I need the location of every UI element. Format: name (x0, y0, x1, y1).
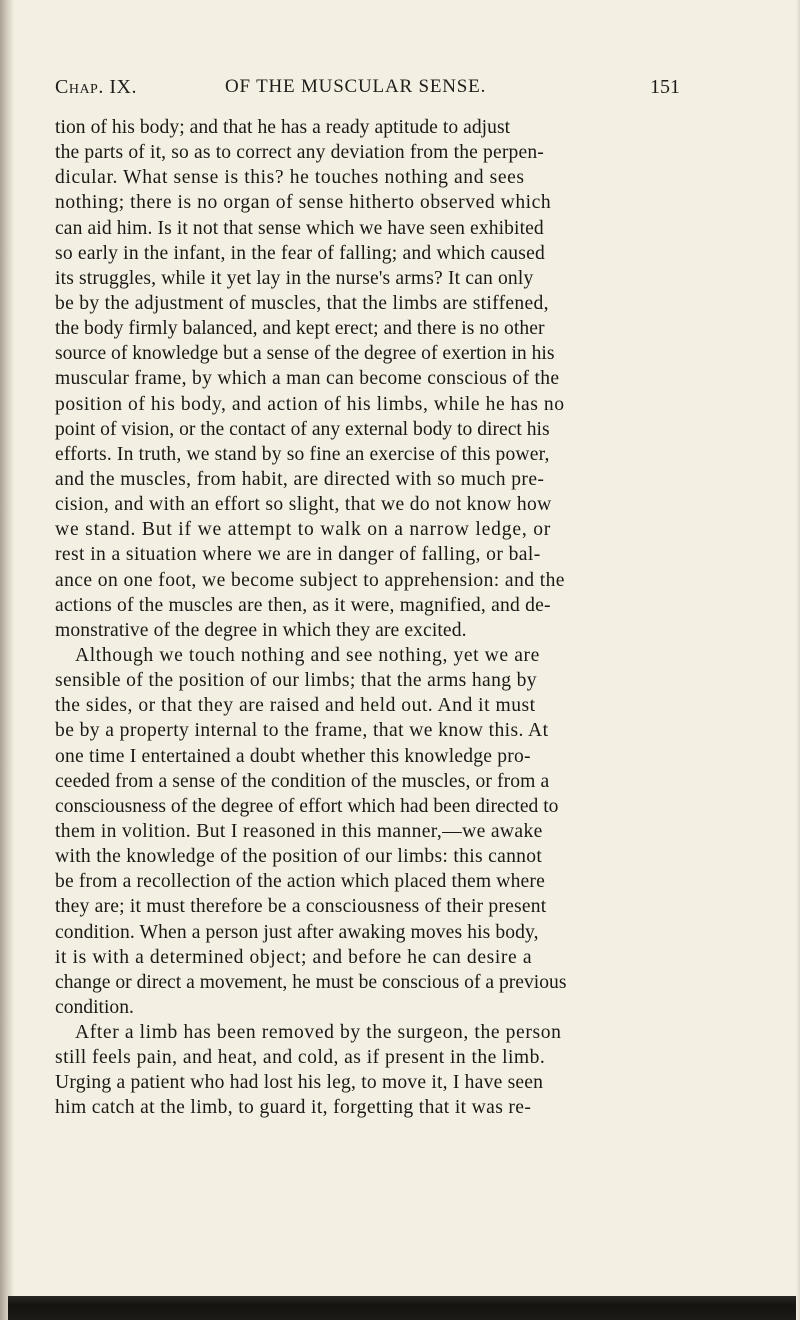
text-line: consciousness of the degree of effort which had been directed to (55, 795, 559, 817)
chapter-label: Chap. IX. (55, 76, 137, 98)
running-head (55, 76, 680, 106)
body-text (55, 115, 685, 1121)
text-line: condition. When a person just after awaking moves his body, (55, 921, 539, 943)
text-line: Urging a patient who had lost his leg, to move it, I have seen (55, 1072, 544, 1094)
page-number: 151 (650, 76, 680, 98)
text-line: one time I entertained a doubt whether this knowledge pro- (55, 745, 531, 767)
text-line: dicular. What sense is this? he touches nothing and sees (55, 167, 525, 189)
page-edge-shadow (796, 0, 800, 1320)
text-line: sensible of the position of our limbs; that the arms hang by (55, 670, 537, 692)
running-title: OF THE MUSCULAR SENSE. (225, 76, 487, 97)
text-line: him catch at the limb, to guard it, forgetting that it was re- (55, 1097, 532, 1119)
text-line: muscular frame, by which a man can become conscious of the (55, 368, 560, 390)
text-line: ceeded from a sense of the condition of the muscles, or from a (55, 770, 550, 792)
text-line: still feels pain, and heat, and cold, as if present in the limb. (55, 1047, 546, 1069)
text-line: the parts of it, so as to correct any deviation from the perpen- (55, 142, 544, 164)
text-line: Although we touch nothing and see nothing, yet we are (75, 644, 540, 666)
bottom-edge-bar (8, 1296, 796, 1320)
text-line: point of vision, or the contact of any external body to direct his (55, 418, 550, 440)
text-line: ance on one foot, we become subject to apprehension: and the (55, 569, 565, 591)
text-line: actions of the muscles are then, as it were, magnified, and de- (55, 594, 551, 616)
text-line: can aid him. Is it not that sense which we have seen exhibited (55, 217, 544, 239)
text-line: source of knowledge but a sense of the degree of exertion in his (55, 343, 555, 365)
text-line: with the knowledge of the position of our limbs: this cannot (55, 846, 543, 868)
text-line: position of his body, and action of his limbs, while he has no (55, 393, 565, 415)
text-line: so early in the infant, in the fear of falling; and which caused (55, 242, 545, 264)
text-line: efforts. In truth, we stand by so fine an exercise of this power, (55, 443, 550, 465)
text-line: cision, and with an effort so slight, that we do not know how (55, 494, 552, 516)
text-line: be from a recollection of the action which placed them where (55, 871, 545, 893)
text-line: we stand. But if we attempt to walk on a narrow ledge, or (55, 519, 552, 541)
text-line: be by the adjustment of muscles, that the limbs are stiffened, (55, 292, 549, 314)
text-line: its struggles, while it yet lay in the nurse's arms? It can only (55, 267, 534, 289)
text-line: condition. (55, 996, 134, 1018)
text-line: and the muscles, from habit, are directed with so much pre- (55, 468, 545, 490)
text-line: After a limb has been removed by the surgeon, the person (75, 1022, 562, 1044)
text-line: monstrative of the degree in which they are excited. (55, 619, 467, 641)
text-line: change or direct a movement, he must be conscious of a previous (55, 971, 567, 993)
text-line: the sides, or that they are raised and held out. And it must (55, 695, 536, 717)
spine-shadow (0, 0, 14, 1320)
text-line: rest in a situation where we are in danger of falling, or bal- (55, 544, 541, 566)
text-line: them in volition. But I reasoned in this manner,—we awake (55, 820, 543, 842)
text-line: it is with a determined object; and before he can desire a (55, 946, 533, 968)
text-line: nothing; there is no organ of sense hitherto observed which (55, 192, 552, 214)
text-line: they are; it must therefore be a consciousness of their present (55, 896, 547, 918)
text-line: tion of his body; and that he has a ready aptitude to adjust (55, 117, 511, 138)
text-line: be by a property internal to the frame, that we know this. At (55, 720, 549, 742)
text-line: the body firmly balanced, and kept erect; and there is no other (55, 318, 545, 340)
